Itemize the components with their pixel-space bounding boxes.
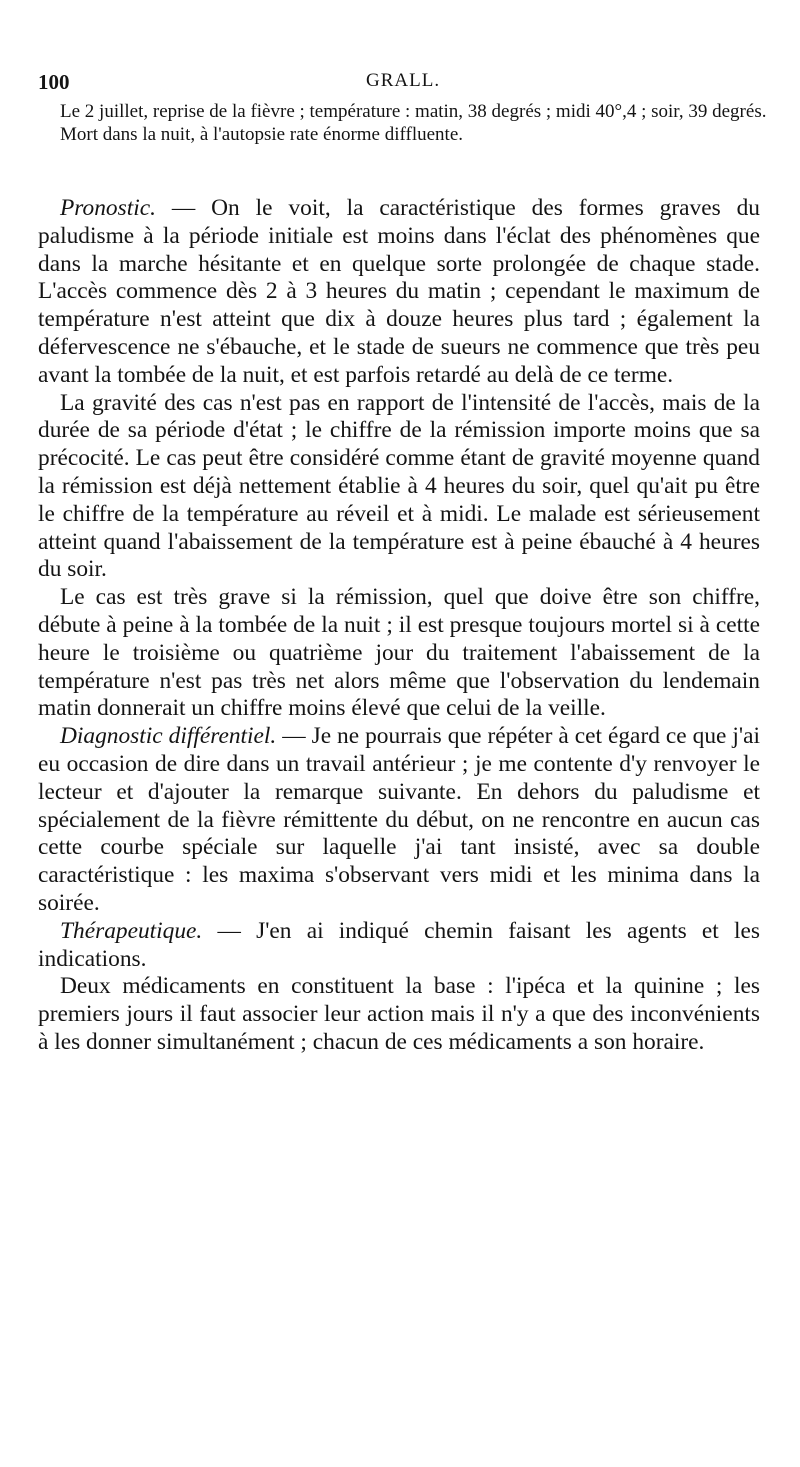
main-text — [38, 195, 760, 1057]
paragraph-cas-grave — [38, 584, 760, 723]
section-heading-therapeutique: Thérapeutique. — [60, 917, 203, 944]
paragraph-text: Le cas est très grave si la rémission, quel que doive être son chiffre, débute à peine à la tombée de la nuit ; il est presque toujours mortel si à cette heure le troisième ou quatrième jour du traitement l'abaissement de la température n'est pas très net alors même que l'observation du lendemain matin donnerait un chiffre moins élevé que celui de la veille. — [38, 584, 760, 722]
running-head: GRALL. — [366, 70, 441, 91]
case-note-death: Mort dans la nuit, à l'autopsie rate énorme diffluente. — [60, 124, 464, 145]
paragraph-medicaments — [38, 973, 760, 1056]
section-heading-pronostic: Pronostic. — [60, 195, 156, 221]
paragraph-diagnostic — [38, 723, 760, 918]
paragraph-text: — Je ne pourrais que répéter à cet égard ce que j'ai eu occasion de dire dans un travail antérieur ; je me contente d'y renvoyer le lecteur et d'ajouter la remarque suivante. En dehors du paludisme et spécialement de la fièvre rémittente du début, on ne rencontre en aucun cas cette courbe spéciale sur laquelle j'ai tant insisté, avec sa double caractéristique : les maxima s'observant vers midi et les minima dans la soirée. — [38, 723, 760, 916]
paragraph-text: Deux médicaments en constituent la base : l'ipéca et la quinine ; les premiers jours il faut associer leur action mais il n'y a que des inconvénients à les donner simultanément ; chacun de ces médicaments a son horaire. — [38, 973, 760, 1055]
paragraph-text: — J'en ai indiqué chemin faisant les agents et les indications. — [38, 917, 760, 972]
page-header — [38, 70, 768, 94]
paragraph-pronostic — [38, 195, 760, 390]
paragraph-therapeutique — [38, 918, 760, 974]
section-heading-diagnostic: Diagnostic différentiel. — [60, 723, 277, 750]
case-note-fever: Le 2 juillet, reprise de la fièvre ; température : matin, 38 degrés ; midi 40°,4 ; soir, 39 degrés. — [60, 101, 767, 122]
page-number: 100 — [38, 70, 70, 94]
paragraph-text: — On le voit, la caractéristique des formes graves du paludisme à la période initiale est moins dans l'éclat des phénomènes que dans la marche hésitante et en quelque sorte prolongée de chaque stade. L'accès commence dès 2 à 3 heures du matin ; cependant le maximum de température n'est atteint que dix à douze heures plus tard ; également la défervescence ne s'ébauche, et le stade de sueurs ne commence que très peu avant la tombée de la nuit, et est parfois retardé au delà de ce terme. — [38, 195, 760, 388]
paragraph-text: La gravité des cas n'est pas en rapport de l'intensité de l'accès, mais de la durée de sa période d'état ; le chiffre de la rémission importe moins que sa précocité. Le cas peut être considéré comme étant de gravité moyenne quand la rémission est déjà nettement établie à 4 heures du soir, quel qu'ait pu être le chiffre de la température au réveil et à midi. Le malade est sérieusement atteint quand l'abaissement de la température est à peine ébauché à 4 heures du soir. — [38, 389, 760, 583]
case-notes — [38, 100, 770, 146]
paragraph-gravite — [38, 390, 760, 585]
